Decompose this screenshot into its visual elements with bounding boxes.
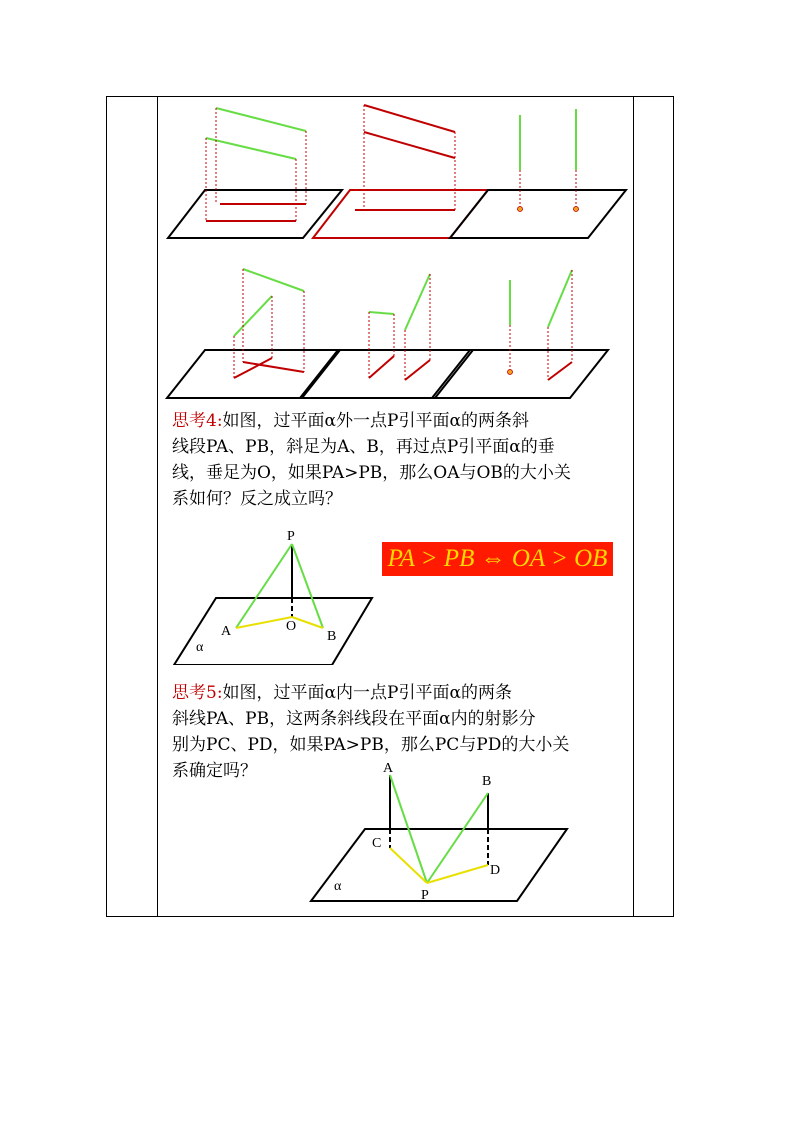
label-p: P: [287, 529, 295, 544]
think4-line2: 线段PA、PB，斜足为A、B，再过点P引平面α的垂: [172, 437, 555, 457]
label-alpha: α: [334, 879, 342, 894]
label-b: B: [327, 629, 337, 644]
think4-line1: 如图，过平面α外一点P引平面α的两条斜: [222, 411, 529, 431]
think5-line1: 如图，过平面α内一点P引平面α的两条: [222, 683, 512, 703]
figure-parallel-segments: [168, 108, 342, 238]
figure-perpendicular-segments: [450, 109, 626, 238]
think4-line3: 线，垂足为O，如果PA>PB，那么OA与OB的大小关: [172, 463, 571, 483]
figure-point-and-segment: [432, 270, 608, 398]
formula-box: PA > PB ⇔ OA > OB: [382, 542, 613, 576]
label-a: A: [221, 624, 232, 639]
think4-line4: 系如何？反之成立吗？: [172, 489, 342, 509]
label-alpha: α: [196, 640, 204, 655]
think5-line2: 斜线PA、PB，这两条斜线段在平面α内的射影分: [172, 709, 536, 729]
think5-line3: 别为PC、PD，如果PA>PB，那么PC与PD的大小关: [172, 735, 570, 755]
think5-heading: 思考5:: [172, 683, 223, 703]
label-p: P: [421, 888, 429, 903]
figure-think5: [0, 755, 794, 905]
label-d: D: [490, 863, 501, 878]
label-b: B: [482, 774, 492, 789]
label-a: A: [383, 761, 394, 776]
think4-heading: 思考4:: [172, 411, 223, 431]
label-c: C: [372, 836, 382, 851]
think4-text: [172, 408, 571, 512]
figure-overlapping-segments: [313, 105, 488, 238]
think5-line4: 系确定吗？: [172, 761, 257, 781]
label-o: O: [286, 619, 297, 634]
